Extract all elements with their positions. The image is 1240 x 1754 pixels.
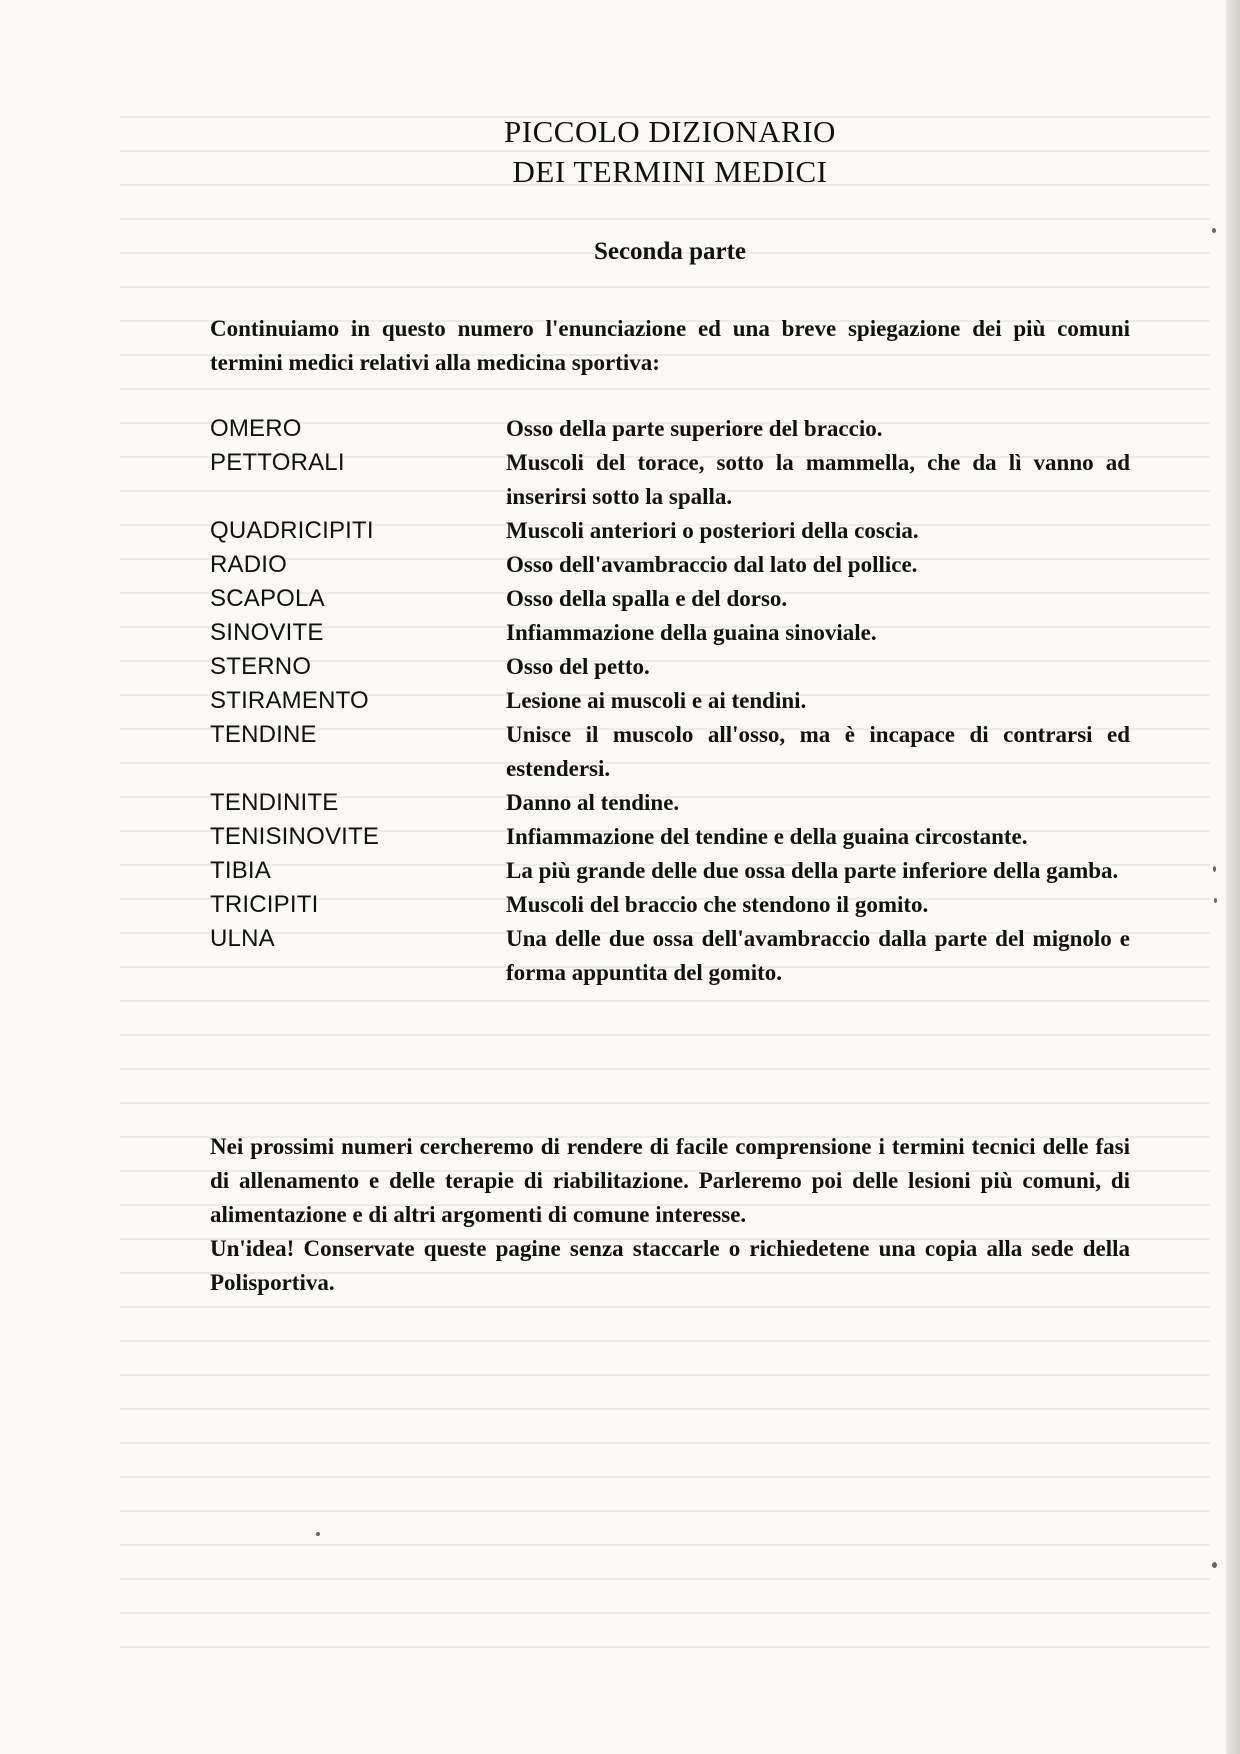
closing-paragraph: Nei prossimi numeri cercheremo di rendere di facile comprensione i termini tecnici delle fasi di allenamento e delle terapie di riabilitazione. Parleremo poi delle lesioni più comuni, di alimentazione e di altri argomenti di comune interesse. [210,1134,1130,1227]
glossary-entry [210,718,1130,786]
glossary-definition: Muscoli del torace, sotto la mammella, che da lì vanno ad inserirsi sotto la spalla. [506,450,1130,509]
glossary-definition: Osso della spalla e del dorso. [506,586,788,611]
glossary-term: TIBIA [210,857,272,884]
glossary-definition: Osso dell'avambraccio dal lato del pollice. [506,552,918,577]
glossary-definition: Unisce il muscolo all'osso, ma è incapace di contrarsi ed estendersi. [506,722,1130,781]
scan-speck [1213,866,1216,872]
glossary-term: RADIO [210,551,288,578]
intro-paragraph: Continuiamo in questo numero l'enunciazione ed una breve spiegazione dei più comuni termini medici relativi alla medicina sportiva: [210,316,1130,375]
glossary-entry [210,684,1130,718]
glossary-term: TENISINOVITE [210,823,380,850]
glossary-definition: Osso del petto. [506,654,650,679]
glossary-entry [210,854,1130,888]
glossary-term: TRICIPITI [210,891,319,918]
glossary-definition: Una delle due ossa dell'avambraccio dalla parte del mignolo e forma appuntita del gomito. [506,926,1130,985]
glossary-entry [210,888,1130,922]
glossary-term: STIRAMENTO [210,687,369,714]
glossary-entry [210,922,1130,990]
closing-tip: Un'idea! Conservate queste pagine senza staccarle o richiedetene una copia alla sede della Polisportiva. [210,1236,1130,1295]
glossary-entry [210,650,1130,684]
title-line: DEI TERMINI MEDICI [512,154,828,189]
scan-speck [316,1532,320,1536]
glossary-list [210,412,1130,990]
glossary-term: TENDINITE [210,789,339,816]
glossary-entry [210,786,1130,820]
glossary-term: QUADRICIPITI [210,517,374,544]
scan-speck [1214,898,1217,903]
page-edge-shadow [1226,0,1240,1754]
glossary-entry [210,548,1130,582]
glossary-entry [210,616,1130,650]
glossary-term: TENDINE [210,721,317,748]
glossary-definition: La più grande delle due ossa della parte inferiore della gamba. [506,858,1119,883]
glossary-entry [210,820,1130,854]
glossary-entry [210,514,1130,548]
glossary-term: OMERO [210,415,302,442]
glossary-definition: Danno al tendine. [506,790,680,815]
glossary-definition: Muscoli anteriori o posteriori della coscia. [506,518,919,543]
closing-section [210,1130,1130,1300]
glossary-definition: Muscoli del braccio che stendono il gomito. [506,892,929,917]
glossary-term: SINOVITE [210,619,324,646]
glossary-entry [210,412,1130,446]
subtitle: Seconda parte [593,238,747,265]
glossary-entry [210,582,1130,616]
scan-speck [1212,228,1216,233]
glossary-definition: Infiammazione della guaina sinoviale. [506,620,877,645]
page-title [440,112,900,192]
title-line: PICCOLO DIZIONARIO [504,114,836,149]
glossary-definition: Lesione ai muscoli e ai tendini. [506,688,807,713]
glossary-definition: Osso della parte superiore del braccio. [506,416,883,441]
glossary-term: ULNA [210,925,275,952]
glossary-entry [210,446,1130,514]
glossary-term: PETTORALI [210,449,345,476]
glossary-definition: Infiammazione del tendine e della guaina circostante. [506,824,1028,849]
scan-speck [1212,1562,1217,1568]
glossary-term: STERNO [210,653,312,680]
glossary-term: SCAPOLA [210,585,325,612]
